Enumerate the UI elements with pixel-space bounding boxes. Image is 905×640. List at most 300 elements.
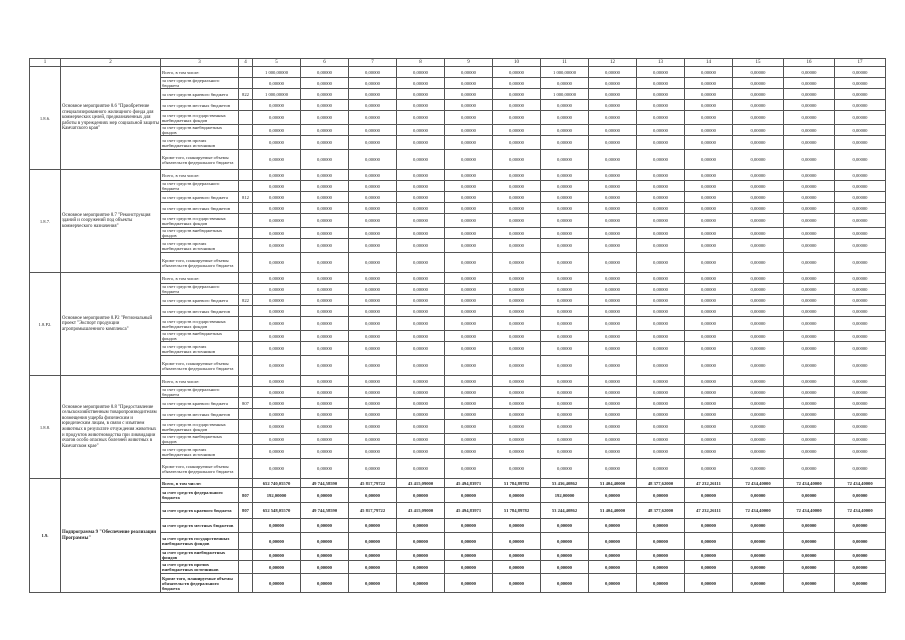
- amount-cell: 0,00000: [589, 181, 637, 192]
- budget-code: 807: [239, 503, 253, 519]
- amount-cell: 0,00000: [589, 284, 637, 295]
- amount-cell: 0,00000: [637, 331, 685, 342]
- budget-code: [239, 170, 253, 181]
- amount-cell: 0,00000: [784, 203, 835, 214]
- amount-cell: 0,00000: [541, 228, 589, 239]
- amount-cell: 0,00000: [589, 228, 637, 239]
- amount-cell: 0,00000: [301, 284, 349, 295]
- amount-cell: 0,00000: [397, 376, 445, 387]
- funding-source-label: за счет средств краевого бюджета: [161, 503, 239, 519]
- amount-cell: 0,00000: [445, 561, 493, 574]
- amount-cell: 0,00000: [685, 331, 733, 342]
- amount-cell: 0,00000: [835, 519, 886, 533]
- amount-cell: 0,00000: [637, 356, 685, 376]
- column-number-row: [30, 59, 886, 67]
- amount-cell: 0,00000: [685, 488, 733, 503]
- amount-cell: 0,00000: [445, 78, 493, 89]
- amount-cell: 0,00000: [835, 342, 886, 356]
- amount-cell: 0,00000: [253, 192, 301, 203]
- amount-cell: 0,00000: [835, 253, 886, 273]
- amount-cell: 0,00000: [253, 409, 301, 420]
- amount-cell: 0,00000: [349, 295, 397, 306]
- amount-cell: 0,00000: [397, 434, 445, 445]
- budget-code: [239, 331, 253, 342]
- amount-cell: 0,00000: [733, 170, 784, 181]
- amount-cell: 0,00000: [733, 519, 784, 533]
- amount-cell: 0,00000: [253, 239, 301, 253]
- amount-cell: 0,00000: [589, 488, 637, 503]
- amount-cell: 0,00000: [637, 192, 685, 203]
- funding-source-label: Всего, в том числе:: [161, 376, 239, 387]
- amount-cell: 0,00000: [541, 253, 589, 273]
- amount-cell: 0,00000: [301, 533, 349, 550]
- amount-cell: 0,00000: [445, 239, 493, 253]
- amount-cell: 0,00000: [589, 459, 637, 479]
- column-number: 5: [253, 59, 301, 67]
- amount-cell: 0,00000: [685, 434, 733, 445]
- amount-cell: 48 377,62000: [637, 503, 685, 519]
- amount-cell: 0,00000: [733, 111, 784, 125]
- amount-cell: 72 434,40000: [784, 503, 835, 519]
- table-row: [30, 170, 886, 181]
- amount-cell: 0,00000: [685, 89, 733, 100]
- amount-cell: 0,00000: [637, 214, 685, 228]
- amount-cell: 0,00000: [253, 533, 301, 550]
- amount-cell: 0,00000: [541, 550, 589, 561]
- amount-cell: 0,00000: [301, 181, 349, 192]
- amount-cell: 0,00000: [835, 214, 886, 228]
- amount-cell: 1 000,00000: [541, 89, 589, 100]
- amount-cell: 0,00000: [301, 574, 349, 593]
- amount-cell: 0,00000: [637, 284, 685, 295]
- amount-cell: 0,00000: [301, 228, 349, 239]
- amount-cell: 0,00000: [493, 445, 541, 459]
- amount-cell: 0,00000: [301, 445, 349, 459]
- amount-cell: 0,00000: [253, 170, 301, 181]
- funding-source-label: за счет средств прочих внебюджетных источников: [161, 445, 239, 459]
- amount-cell: 0,00000: [784, 150, 835, 170]
- amount-cell: 0,00000: [493, 78, 541, 89]
- amount-cell: 0,00000: [685, 561, 733, 574]
- amount-cell: 0,00000: [397, 398, 445, 409]
- amount-cell: 0,00000: [301, 239, 349, 253]
- funding-source-label: за счет средств государственных внебюджетных фондов: [161, 111, 239, 125]
- funding-source-label: Кроме того, планируемые объемы обязательств федерального бюджета: [161, 356, 239, 376]
- amount-cell: 0,00000: [397, 136, 445, 150]
- amount-cell: 0,00000: [541, 420, 589, 434]
- amount-cell: 0,00000: [733, 409, 784, 420]
- amount-cell: 0,00000: [784, 376, 835, 387]
- amount-cell: 0,00000: [349, 306, 397, 317]
- amount-cell: 0,00000: [835, 181, 886, 192]
- table-body: [30, 59, 886, 593]
- funding-source-label: за счет средств краевого бюджета: [161, 192, 239, 203]
- amount-cell: 0,00000: [349, 331, 397, 342]
- amount-cell: 0,00000: [493, 136, 541, 150]
- amount-cell: 0,00000: [253, 342, 301, 356]
- amount-cell: 0,00000: [541, 409, 589, 420]
- amount-cell: 0,00000: [349, 561, 397, 574]
- amount-cell: 0,00000: [541, 459, 589, 479]
- amount-cell: 0,00000: [349, 342, 397, 356]
- amount-cell: 0,00000: [589, 409, 637, 420]
- amount-cell: 0,00000: [589, 111, 637, 125]
- amount-cell: 0,00000: [301, 253, 349, 273]
- activity-title: Основное мероприятие 8.8 "Предоставление сельскохозяйственным товаропроизводителям возмещения ущерба физическим и юридическим лицам, в связи с изъятием животных в результате отчуждения животных и продуктов животноводства при ликвидации очагов особо опасных болезней животных в Камчатском крае": [61, 376, 161, 479]
- amount-cell: 0,00000: [397, 519, 445, 533]
- amount-cell: 0,00000: [685, 574, 733, 593]
- amount-cell: 0,00000: [445, 125, 493, 136]
- amount-cell: 0,00000: [637, 228, 685, 239]
- amount-cell: 0,00000: [784, 136, 835, 150]
- amount-cell: 0,00000: [493, 181, 541, 192]
- amount-cell: 0,00000: [637, 203, 685, 214]
- column-number: 1: [30, 59, 61, 67]
- amount-cell: 0,00000: [445, 306, 493, 317]
- amount-cell: 0,00000: [637, 434, 685, 445]
- amount-cell: 0,00000: [835, 203, 886, 214]
- budget-code: [239, 111, 253, 125]
- amount-cell: 0,00000: [541, 150, 589, 170]
- amount-cell: 0,00000: [445, 445, 493, 459]
- amount-cell: 0,00000: [301, 100, 349, 111]
- amount-cell: 0,00000: [685, 181, 733, 192]
- amount-cell: 0,00000: [835, 239, 886, 253]
- amount-cell: 652 740,05570: [253, 479, 301, 488]
- budget-code: [239, 150, 253, 170]
- amount-cell: 0,00000: [301, 125, 349, 136]
- amount-cell: 0,00000: [301, 78, 349, 89]
- amount-cell: 0,00000: [301, 342, 349, 356]
- amount-cell: 0,00000: [589, 214, 637, 228]
- amount-cell: 0,00000: [445, 409, 493, 420]
- amount-cell: 0,00000: [445, 574, 493, 593]
- amount-cell: 0,00000: [589, 89, 637, 100]
- amount-cell: 0,00000: [784, 574, 835, 593]
- amount-cell: 0,00000: [541, 519, 589, 533]
- amount-cell: 0,00000: [253, 295, 301, 306]
- row-code: 1.8.6.: [30, 67, 61, 170]
- amount-cell: 0,00000: [637, 295, 685, 306]
- amount-cell: 0,00000: [349, 317, 397, 331]
- amount-cell: 0,00000: [733, 356, 784, 376]
- amount-cell: 0,00000: [349, 192, 397, 203]
- amount-cell: 0,00000: [589, 331, 637, 342]
- amount-cell: 0,00000: [445, 387, 493, 398]
- amount-cell: 0,00000: [835, 387, 886, 398]
- amount-cell: 0,00000: [637, 420, 685, 434]
- funding-source-label: за счет средств прочих внебюджетных источников: [161, 239, 239, 253]
- amount-cell: 0,00000: [253, 214, 301, 228]
- activity-title: Основное мероприятие 8.6 "Приобретение специализированного жилищного фонда для коммерческих целей, предназначенных для работы в учреждениях мер социальной защиты Камчатского края": [61, 67, 161, 170]
- amount-cell: 1 000,00000: [253, 89, 301, 100]
- amount-cell: 0,00000: [301, 89, 349, 100]
- amount-cell: 0,00000: [685, 445, 733, 459]
- amount-cell: 1 000,00000: [541, 67, 589, 78]
- funding-source-label: за счет средств федерального бюджета: [161, 387, 239, 398]
- amount-cell: 0,00000: [733, 420, 784, 434]
- amount-cell: 0,00000: [733, 574, 784, 593]
- amount-cell: 0,00000: [589, 387, 637, 398]
- amount-cell: 0,00000: [493, 356, 541, 376]
- amount-cell: 0,00000: [589, 306, 637, 317]
- budget-code: [239, 78, 253, 89]
- amount-cell: 0,00000: [589, 78, 637, 89]
- amount-cell: 0,00000: [637, 398, 685, 409]
- amount-cell: 45 494,83971: [445, 503, 493, 519]
- amount-cell: 45 817,79722: [349, 479, 397, 488]
- amount-cell: 0,00000: [493, 376, 541, 387]
- amount-cell: 0,00000: [637, 459, 685, 479]
- amount-cell: 0,00000: [397, 67, 445, 78]
- amount-cell: 51 404,40000: [589, 479, 637, 488]
- amount-cell: 0,00000: [637, 67, 685, 78]
- amount-cell: 0,00000: [835, 273, 886, 284]
- amount-cell: 0,00000: [733, 203, 784, 214]
- amount-cell: 0,00000: [685, 170, 733, 181]
- amount-cell: 0,00000: [253, 574, 301, 593]
- funding-source-label: Всего, в том числе:: [161, 479, 239, 488]
- amount-cell: 0,00000: [835, 445, 886, 459]
- amount-cell: 0,00000: [637, 317, 685, 331]
- amount-cell: 0,00000: [493, 89, 541, 100]
- amount-cell: 1 000,00000: [253, 67, 301, 78]
- amount-cell: 0,00000: [445, 111, 493, 125]
- amount-cell: 0,00000: [301, 387, 349, 398]
- amount-cell: 0,00000: [253, 376, 301, 387]
- amount-cell: 0,00000: [784, 100, 835, 111]
- amount-cell: 0,00000: [541, 342, 589, 356]
- amount-cell: 0,00000: [253, 445, 301, 459]
- funding-source-label: за счет средств федерального бюджета: [161, 284, 239, 295]
- amount-cell: 0,00000: [784, 295, 835, 306]
- table-row: [30, 376, 886, 387]
- amount-cell: 0,00000: [493, 434, 541, 445]
- amount-cell: 0,00000: [835, 67, 886, 78]
- amount-cell: 0,00000: [835, 459, 886, 479]
- amount-cell: 0,00000: [301, 356, 349, 376]
- amount-cell: 0,00000: [349, 67, 397, 78]
- amount-cell: 0,00000: [835, 192, 886, 203]
- budget-code: [239, 420, 253, 434]
- amount-cell: 0,00000: [733, 67, 784, 78]
- amount-cell: 0,00000: [784, 111, 835, 125]
- amount-cell: 0,00000: [835, 89, 886, 100]
- amount-cell: 0,00000: [589, 170, 637, 181]
- amount-cell: 0,00000: [349, 409, 397, 420]
- amount-cell: 0,00000: [637, 273, 685, 284]
- budget-code: [239, 125, 253, 136]
- amount-cell: 0,00000: [733, 150, 784, 170]
- amount-cell: 0,00000: [301, 519, 349, 533]
- amount-cell: 0,00000: [301, 317, 349, 331]
- amount-cell: 0,00000: [733, 89, 784, 100]
- amount-cell: 0,00000: [733, 488, 784, 503]
- amount-cell: 0,00000: [637, 170, 685, 181]
- budget-code: [239, 356, 253, 376]
- amount-cell: 0,00000: [685, 317, 733, 331]
- amount-cell: 0,00000: [445, 284, 493, 295]
- amount-cell: 0,00000: [733, 550, 784, 561]
- amount-cell: 0,00000: [349, 550, 397, 561]
- amount-cell: 0,00000: [541, 214, 589, 228]
- amount-cell: 0,00000: [784, 170, 835, 181]
- amount-cell: 0,00000: [637, 253, 685, 273]
- amount-cell: 0,00000: [445, 376, 493, 387]
- amount-cell: 0,00000: [397, 100, 445, 111]
- amount-cell: 0,00000: [541, 445, 589, 459]
- amount-cell: 0,00000: [397, 170, 445, 181]
- amount-cell: 0,00000: [835, 574, 886, 593]
- amount-cell: 0,00000: [301, 420, 349, 434]
- amount-cell: 0,00000: [784, 306, 835, 317]
- amount-cell: 0,00000: [541, 533, 589, 550]
- budget-code: [239, 284, 253, 295]
- amount-cell: 0,00000: [493, 387, 541, 398]
- amount-cell: 0,00000: [733, 228, 784, 239]
- amount-cell: 45 817,79722: [349, 503, 397, 519]
- amount-cell: 0,00000: [301, 488, 349, 503]
- amount-cell: 0,00000: [493, 239, 541, 253]
- amount-cell: 0,00000: [349, 150, 397, 170]
- amount-cell: 0,00000: [835, 398, 886, 409]
- amount-cell: 0,00000: [637, 519, 685, 533]
- amount-cell: 0,00000: [685, 111, 733, 125]
- amount-cell: 0,00000: [784, 181, 835, 192]
- amount-cell: 0,00000: [397, 89, 445, 100]
- funding-source-label: за счет средств краевого бюджета: [161, 295, 239, 306]
- amount-cell: 51 404,40000: [589, 503, 637, 519]
- amount-cell: 0,00000: [589, 445, 637, 459]
- amount-cell: 0,00000: [493, 111, 541, 125]
- amount-cell: 0,00000: [784, 561, 835, 574]
- amount-cell: 0,00000: [589, 136, 637, 150]
- activity-title: Основное мероприятие 8.Р2 "Региональный проект "Экспорт продукции агропромышленного комплекса": [61, 273, 161, 376]
- amount-cell: 0,00000: [253, 398, 301, 409]
- amount-cell: 0,00000: [733, 376, 784, 387]
- amount-cell: 0,00000: [349, 214, 397, 228]
- amount-cell: 0,00000: [685, 136, 733, 150]
- amount-cell: 0,00000: [541, 181, 589, 192]
- amount-cell: 0,00000: [445, 488, 493, 503]
- amount-cell: 72 434,40000: [733, 479, 784, 488]
- amount-cell: 0,00000: [589, 100, 637, 111]
- amount-cell: 0,00000: [445, 331, 493, 342]
- amount-cell: 0,00000: [685, 214, 733, 228]
- amount-cell: 0,00000: [445, 459, 493, 479]
- funding-source-label: за счет средств местных бюджетов: [161, 306, 239, 317]
- amount-cell: 0,00000: [301, 459, 349, 479]
- amount-cell: 0,00000: [301, 192, 349, 203]
- amount-cell: 0,00000: [685, 533, 733, 550]
- amount-cell: 0,00000: [301, 203, 349, 214]
- amount-cell: 0,00000: [835, 295, 886, 306]
- amount-cell: 0,00000: [835, 228, 886, 239]
- amount-cell: 0,00000: [637, 78, 685, 89]
- amount-cell: 0,00000: [445, 273, 493, 284]
- amount-cell: 0,00000: [637, 445, 685, 459]
- amount-cell: 0,00000: [397, 111, 445, 125]
- amount-cell: 0,00000: [349, 273, 397, 284]
- amount-cell: 0,00000: [349, 181, 397, 192]
- amount-cell: 0,00000: [397, 214, 445, 228]
- budget-code: [239, 214, 253, 228]
- amount-cell: 0,00000: [784, 356, 835, 376]
- amount-cell: 0,00000: [733, 136, 784, 150]
- amount-cell: 0,00000: [784, 488, 835, 503]
- amount-cell: 0,00000: [493, 420, 541, 434]
- amount-cell: 0,00000: [253, 125, 301, 136]
- budget-code: [239, 376, 253, 387]
- budget-code: 822: [239, 295, 253, 306]
- budget-code: 807: [239, 488, 253, 503]
- column-number: 15: [733, 59, 784, 67]
- budget-code: [239, 459, 253, 479]
- column-number: 12: [589, 59, 637, 67]
- amount-cell: 0,00000: [397, 306, 445, 317]
- amount-cell: 0,00000: [397, 125, 445, 136]
- amount-cell: 0,00000: [637, 125, 685, 136]
- amount-cell: 0,00000: [784, 89, 835, 100]
- amount-cell: 0,00000: [784, 342, 835, 356]
- amount-cell: 0,00000: [445, 519, 493, 533]
- amount-cell: 0,00000: [835, 150, 886, 170]
- amount-cell: 0,00000: [493, 284, 541, 295]
- amount-cell: 0,00000: [253, 228, 301, 239]
- amount-cell: 0,00000: [493, 574, 541, 593]
- funding-source-label: Кроме того, планируемые объемы обязательств федерального бюджета: [161, 459, 239, 479]
- amount-cell: 0,00000: [397, 331, 445, 342]
- amount-cell: 0,00000: [784, 284, 835, 295]
- amount-cell: 0,00000: [301, 331, 349, 342]
- amount-cell: 0,00000: [835, 111, 886, 125]
- column-number: 8: [397, 59, 445, 67]
- column-number: 16: [784, 59, 835, 67]
- amount-cell: 0,00000: [637, 533, 685, 550]
- amount-cell: 0,00000: [253, 136, 301, 150]
- amount-cell: 0,00000: [784, 409, 835, 420]
- column-number: 17: [835, 59, 886, 67]
- amount-cell: 0,00000: [253, 387, 301, 398]
- amount-cell: 0,00000: [253, 150, 301, 170]
- amount-cell: 0,00000: [541, 273, 589, 284]
- amount-cell: 0,00000: [301, 111, 349, 125]
- amount-cell: 0,00000: [349, 488, 397, 503]
- amount-cell: 0,00000: [685, 203, 733, 214]
- amount-cell: 0,00000: [784, 192, 835, 203]
- amount-cell: 0,00000: [253, 550, 301, 561]
- amount-cell: 0,00000: [349, 253, 397, 273]
- amount-cell: 0,00000: [685, 192, 733, 203]
- amount-cell: 0,00000: [685, 420, 733, 434]
- amount-cell: 0,00000: [637, 136, 685, 150]
- amount-cell: 0,00000: [301, 214, 349, 228]
- amount-cell: 0,00000: [835, 488, 886, 503]
- amount-cell: 0,00000: [637, 150, 685, 170]
- funding-source-label: за счет средств государственных внебюджетных фондов: [161, 214, 239, 228]
- amount-cell: 0,00000: [685, 409, 733, 420]
- amount-cell: 0,00000: [445, 181, 493, 192]
- amount-cell: 0,00000: [493, 100, 541, 111]
- funding-source-label: за счет средств государственных внебюджетных фондов: [161, 420, 239, 434]
- amount-cell: 0,00000: [589, 376, 637, 387]
- amount-cell: 0,00000: [589, 125, 637, 136]
- amount-cell: 0,00000: [685, 100, 733, 111]
- amount-cell: 0,00000: [733, 342, 784, 356]
- amount-cell: 0,00000: [784, 459, 835, 479]
- column-number: 2: [61, 59, 161, 67]
- amount-cell: 0,00000: [685, 295, 733, 306]
